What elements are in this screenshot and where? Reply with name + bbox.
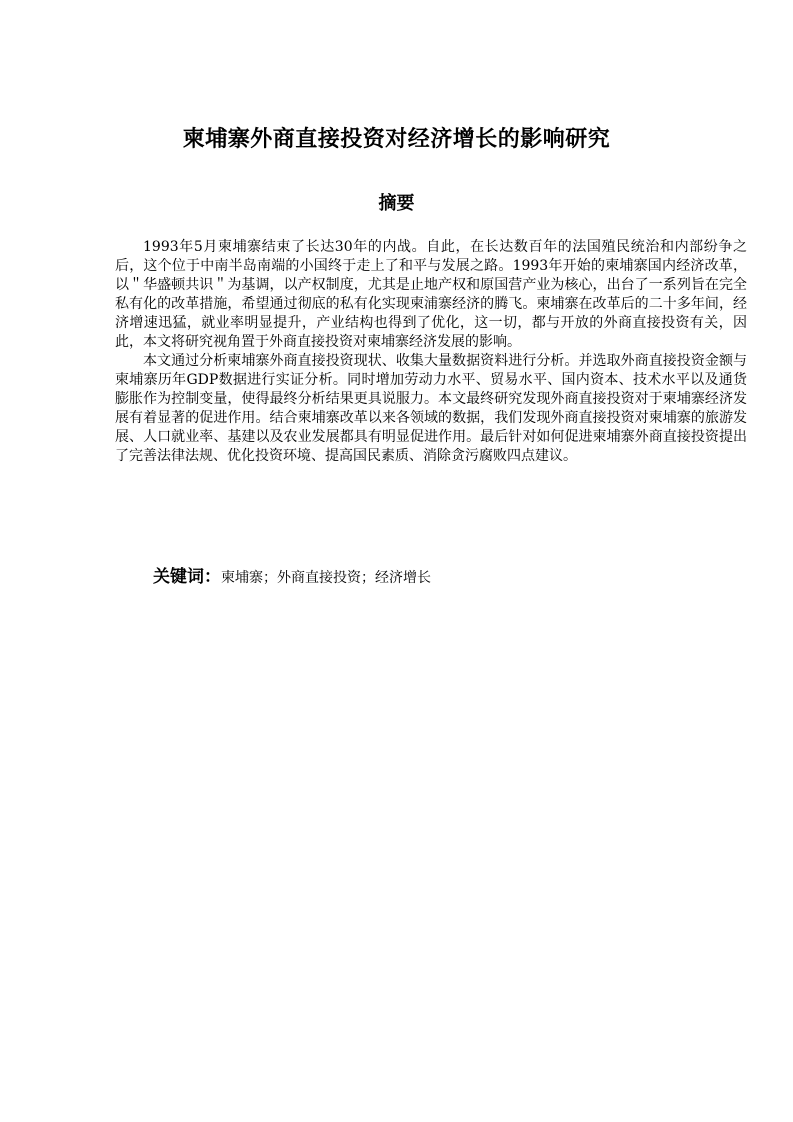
abstract-body (115, 238, 747, 466)
keywords-text: 柬埔寨；外商直接投资；经济增长 (221, 570, 431, 586)
abstract-paragraph: 本文通过分析柬埔寨外商直接投资现状、收集大量数据资料进行分析。并选取外商直接投资金额与柬埔寨历年GDP数据进行实证分析。同时增加劳动力水平、贸易水平、国内资本、技术水平以及通货膨胀作为控制变量，使得最终分析结果更具说服力。本文最终研究发现外商直接投资对于柬埔寨经济发展有着显著的促进作用。结合柬埔寨改革以来各领域的数据，我们发现外商直接投资对柬埔寨的旅游发展、人口就业率、基建以及农业发展都具有明显促进作用。最后针对如何促进柬埔寨外商直接投资提出了完善法律法规、优化投资环境、提高国民素质、消除贪污腐败四点建议。 (115, 353, 747, 464)
keywords-line (153, 566, 431, 589)
keywords-label: 关键词： (153, 567, 221, 587)
abstract-paragraph: 1993年5月柬埔寨结束了长达30年的内战。自此，在长达数百年的法国殖民统治和内部纷争之后，这个位于中南半岛南端的小国终于走上了和平与发展之路。1993年开始的柬埔寨国内经济改革，以＂华盛顿共识＂为基调，以产权制度，尤其是止地产权和原国营产业为核心，出台了一系列旨在完全私有化的改革措施，希望通过彻底的私有化实现柬浦寨经济的腾飞。柬埔寨在改革后的二十多年间，经济增速迅猛，就业率明显提升，产业结构也得到了优化，这一切，都与开放的外商直接投资有关，因此，本文将研究视角置于外商直接投资对柬埔寨经济发展的影响。 (115, 239, 747, 350)
document-title: 柬埔寨外商直接投资对经济增长的影响研究 (182, 127, 611, 152)
abstract-heading: 摘要 (378, 193, 415, 214)
